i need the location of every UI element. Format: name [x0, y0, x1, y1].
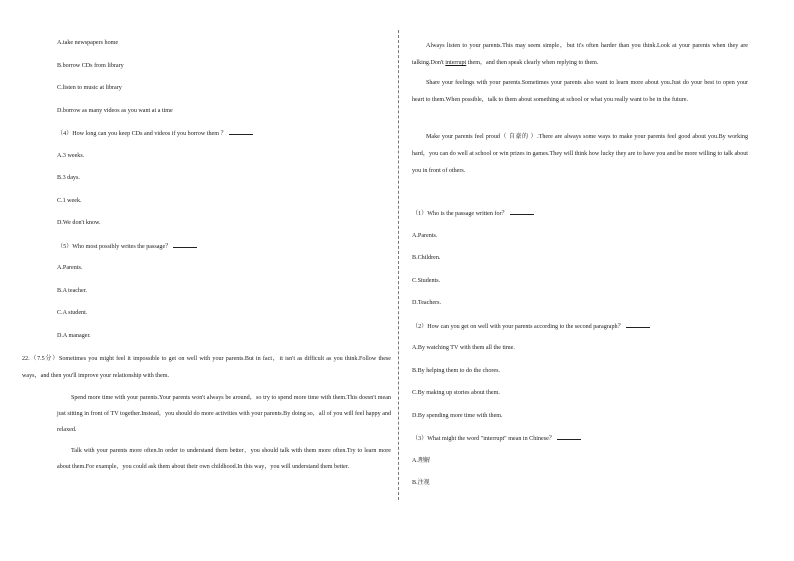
option: A.3 weeks.: [57, 152, 85, 159]
answer-blank: [173, 241, 197, 248]
option: B.3 days.: [57, 175, 80, 181]
question-text: （4）How long can you keep CDs and videos if you borrow them ？: [57, 131, 227, 137]
answer-blank: [557, 433, 581, 440]
option: C.Students.: [412, 277, 441, 284]
option: C.A student.: [57, 310, 88, 316]
option: B.注视: [412, 480, 430, 486]
option: A.take newspapers home: [57, 40, 119, 46]
option: B.A teacher.: [57, 287, 87, 294]
question-text: （3）What might the word "interrupt" mean in Chinese？: [412, 436, 555, 442]
passage-paragraph: Spend more time with your parents.Your parents won't always be around，so try to spend more time with them.This doesn't mean just sitting in front of TV together.Instead，you should do more activities with your parents.By doing so，all of you will feel happy and relaxed.: [57, 395, 391, 433]
question-5: [57, 241, 197, 253]
option: D.A manager.: [57, 332, 91, 339]
option: A.Parents.: [412, 232, 438, 239]
option: D.We don't know.: [57, 220, 101, 226]
answer-blank: [626, 321, 650, 328]
question-3: [412, 433, 581, 445]
answer-blank: [510, 208, 534, 215]
option: B.borrow CDs from library: [57, 62, 124, 69]
question-text: （1）Who is the passage written for？: [412, 211, 508, 217]
option: A.理解: [412, 457, 431, 464]
column-divider: [398, 30, 399, 500]
option: B.By helping them to do the chores.: [412, 367, 501, 374]
question-text: （2）How can you get on well with your parents according to the second paragraph？: [412, 323, 624, 330]
option: C.By making up stories about them.: [412, 390, 500, 396]
passage-paragraph: Make your parents feel proud（ 自豪的 ）.There are always some ways to make your parents feel good about you.By working hard，you can do well at school or win prizes in games.They will think how lucky they are to have you and be more willing to talk about you in front of others.: [412, 134, 748, 174]
option: D.borrow as many videos as you want at a time: [57, 107, 173, 114]
passage-paragraph: Share your feelings with your parents.Sometimes your parents also want to learn more about you.Just do your best to open your heart to them.When possible，talk to them about something at school or what you really want to be in the future.: [412, 80, 748, 103]
passage-paragraph: Always listen to your parents.This may seem simple，but it's often harder than you think.Look at your parents when they are talking.Don't interrupt them，and then speak clearly when replying to them.: [412, 43, 748, 66]
question-text: （5）Who most possibly writes the passage？: [57, 243, 172, 250]
passage-paragraph: Talk with your parents more often.In order to understand them better，you should talk with them more often.Try to learn more about them.For example，you could ask them about their own childhood.In this way，you will understand them better.: [57, 448, 391, 470]
question-22-intro: 22.（7.5分）Sometimes you might feel it impossible to get on well with your parents.But in fact，it isn't as difficult as you think.Follow these ways，and then you'll improve your relationship with them.: [22, 356, 391, 379]
answer-blank: [229, 128, 253, 135]
question-1: [412, 208, 534, 220]
option: C.1 week.: [57, 197, 82, 204]
question-2: [412, 321, 650, 333]
option: C.listen to music at library: [57, 85, 122, 91]
option: B.Children.: [412, 255, 441, 261]
option: A.Parents.: [57, 265, 83, 271]
option: A.By watching TV with them all the time.: [412, 345, 515, 351]
option: D.Teachers.: [412, 300, 442, 306]
option: D.By spending more time with them.: [412, 412, 503, 419]
question-4: [57, 128, 253, 140]
underlined-word: interrupt: [445, 60, 467, 66]
